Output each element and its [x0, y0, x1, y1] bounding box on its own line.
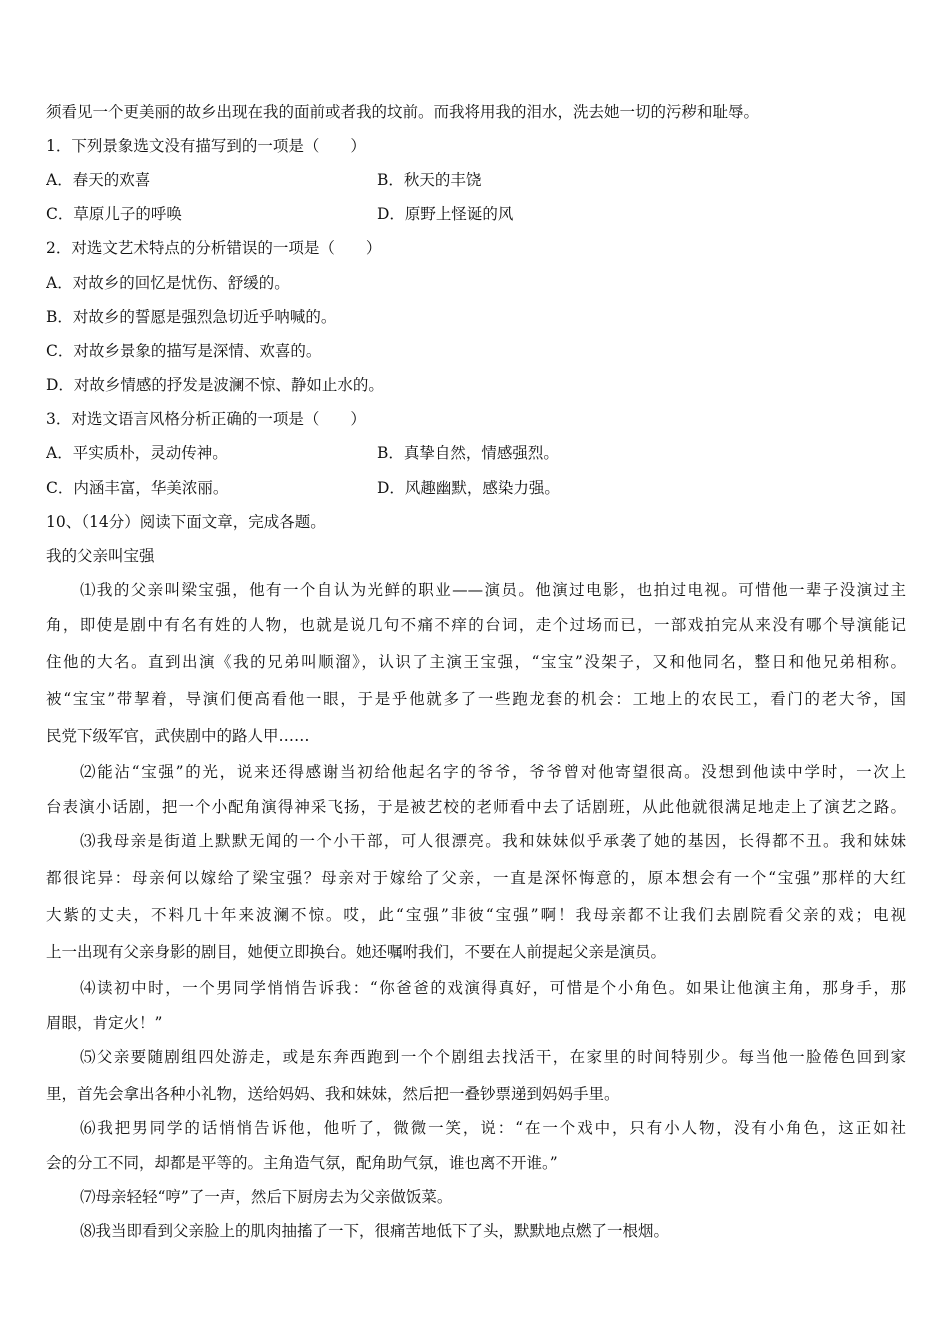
question-2: 2．对选文艺术特点的分析错误的一项是（ ） — [46, 239, 382, 257]
paragraph-5-line: ⑸父亲要随剧组四处游走，或是东奔西跑到一个个剧组去找活干，在家里的时间特别少。每当他一脸倦色回到家 — [80, 1048, 906, 1066]
paragraph-1-line: 角，即使是剧中有名有姓的人物，也就是说几句不痛不痒的台词，走个过场而已，一部戏拍完从来没有哪个导演能记 — [46, 616, 906, 634]
question-3-option-a: A．平实质朴，灵动传神。 — [46, 444, 228, 462]
question-1-option-b: B．秋天的丰饶 — [377, 171, 482, 189]
question-3-option-c: C．内涵丰富，华美浓丽。 — [46, 479, 229, 497]
paragraph-4-line: ⑷读初中时，一个男同学悄悄告诉我：“你爸爸的戏演得真好，可惜是个小角色。如果让他演主角，那身手，那 — [80, 979, 906, 997]
paragraph-1-line: 被“宝宝”带挈着，导演们便高看他一眼，于是乎他就多了一些跑龙套的机会：工地上的农民工，看门的老大爷，国 — [46, 690, 906, 708]
paragraph-8-line: ⑻我当即看到父亲脸上的肌肉抽搐了一下，很痛苦地低下了头，默默地点燃了一根烟。 — [80, 1222, 670, 1240]
paragraph-2-line: 台表演小话剧，把一个小配角演得神采飞扬，于是被艺校的老师看中去了话剧班，从此他就很满足地走上了演艺之路。 — [46, 798, 906, 816]
paragraph-6-line: ⑹我把男同学的话悄悄告诉他，他听了，微微一笑，说：“在一个戏中，只有小人物，没有小角色，这正如社 — [80, 1119, 906, 1137]
question-1-option-c: C．草原儿子的呼唤 — [46, 205, 182, 223]
article-title: 我的父亲叫宝强 — [46, 547, 155, 565]
paragraph-1-line: ⑴我的父亲叫梁宝强，他有一个自认为光鲜的职业——演员。他演过电影，也拍过电视。可惜他一辈子没演过主 — [80, 581, 906, 599]
question-1: 1．下列景象选文没有描写到的一项是（ ） — [46, 137, 366, 155]
question-10-heading: 10、（14分）阅读下面文章，完成各题。 — [46, 513, 326, 531]
paragraph-3-line: ⑶我母亲是街道上默默无闻的一个小干部，可人很漂亮。我和妹妹似乎承袭了她的基因，长得都不丑。我和妹妹 — [80, 832, 906, 850]
paragraph-3-line: 上一出现有父亲身影的剧目，她便立即换台。她还嘱咐我们，不要在人前提起父亲是演员。 — [46, 943, 667, 961]
question-2-option-b: B．对故乡的誓愿是强烈急切近乎呐喊的。 — [46, 308, 337, 326]
paragraph-6-line: 会的分工不同，却都是平等的。主角造气氛，配角助气氛，谁也离不开谁。” — [46, 1154, 558, 1172]
paragraph-7-line: ⑺母亲轻轻“哼”了一声，然后下厨房去为父亲做饭菜。 — [80, 1188, 453, 1206]
question-2-option-a: A．对故乡的回忆是忧伤、舒缓的。 — [46, 274, 290, 292]
paragraph-4-line: 眉眼，肯定火！” — [46, 1014, 163, 1032]
question-3-option-b: B．真挚自然，情感强烈。 — [377, 444, 559, 462]
question-2-option-d: D．对故乡情感的抒发是波澜不惊、静如止水的。 — [46, 376, 384, 394]
question-3-option-d: D．风趣幽默，感染力强。 — [377, 479, 560, 497]
paragraph-3-line: 都很诧异：母亲何以嫁给了梁宝强？母亲对于嫁给了父亲，一直是深怀悔意的，原本想会有一个“宝强”那样的大红 — [46, 869, 906, 887]
paragraph-3-line: 大紫的丈夫，不料几十年来波澜不惊。哎，此“宝强”非彼“宝强”啊！我母亲都不让我们去剧院看父亲的戏；电视 — [46, 906, 906, 924]
question-2-option-c: C．对故乡景象的描写是深情、欢喜的。 — [46, 342, 322, 360]
text-line: 须看见一个更美丽的故乡出现在我的面前或者我的坟前。而我将用我的泪水，洗去她一切的污秽和耻辱。 — [46, 103, 760, 121]
paragraph-2-line: ⑵能沾“宝强”的光，说来还得感谢当初给他起名字的爷爷，爷爷曾对他寄望很高。没想到他读中学时，一次上 — [80, 763, 906, 781]
question-1-option-a: A．春天的欢喜 — [46, 171, 151, 189]
paragraph-1-line: 住他的大名。直到出演《我的兄弟叫顺溜》，认识了主演王宝强，“宝宝”没架子，又和他同名，整日和他兄弟相称。 — [46, 653, 906, 671]
paragraph-1-line: 民党下级军官，武侠剧中的路人甲…… — [46, 727, 310, 745]
question-1-option-d: D．原野上怪诞的风 — [377, 205, 514, 223]
paragraph-5-line: 里，首先会拿出各种小礼物，送给妈妈、我和妹妹，然后把一叠钞票递到妈妈手里。 — [46, 1085, 620, 1103]
question-3: 3．对选文语言风格分析正确的一项是（ ） — [46, 410, 366, 428]
